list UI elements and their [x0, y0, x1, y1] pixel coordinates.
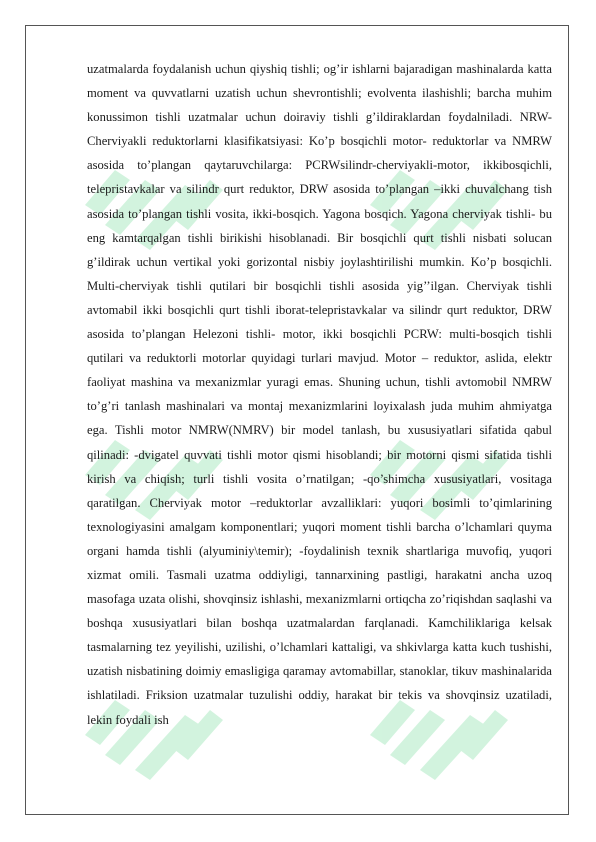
body-paragraph: uzatmalarda foydalanish uchun qiyshiq tishli; og’ir ishlarni bajaradigan mashinalarda katta moment va quvvatlarni uzatish uchun shevrontishli; evolventa ilashishli; barcha muhim konussimon tishli uzatmalar uchun doiraviy tishli g’ildiraklardan foydalniladi. NRW-Cherviyakli reduktorlarni klasifikatsiyasi: Ko’p bosqichli motor- reduktorlar va NMRW asosida to’plangan qaytaruvchilarga: PCRWsilindr-cherviyakli-motor, ikkibosqichli, telepristavkalar va silindr qurt reduktor, DRW asosida to’plangan –ikki chuvalchang tish asosida to’plangan tishli vosita, ikki-bosqich. Yagona bosqich. Yagona cherviyak tishli- bu eng kamtarqalgan tishli birikishi hisoblanadi. Bir bosqichli qurt tishli nisbati solucan g’ildirak uchun vertikal yoki gorizontal nisbiy joylashtirilishi mumkin. Ko’p bosqichli. Multi-cherviyak tishli qutilari bir bosqichli tishli asosida yig’’ilgan. Cherviyak tishli avtomabil ikki bosqichli qurt tishli iborat-telepristavkalar va silindr qurt reduktor, DRW asosida to’plangan Helezoni tishli- motor, ikki bosqichli PCRW: multi-bosqich tishli qutilari va reduktorli motorlar quyidagi turlari mavjud. Motor – reduktor, aslida, elektr faoliyat mashina va mexanizmlar yuragi emas. Shuning uchun, tishli avtomobil NMRW to’g’ri tanlash mashinalari va montaj mexanizmlarini loyixalash juda muhim ahmiyatga ega. Tishli motor NMRW(NMRV) bir model tanlash, bu xususiyatlari sifatida qabul qilinadi: -dvigatel quvvati tishli motor qismi hisoblandi; bir motorni qismi sifatida tishli kirish va chiqish; turli tishli vosita o’rnatilgan; -qo’shimcha xususiyatlari, vositaga qaratilgan. Cherviyak motor –reduktorlar avzalliklari: yuqori bosimli to’qimlarining texnologiyasini amalgam komponentlari; yuqori moment tishli barcha o’lchamlari quyma organi hamda tishli (alyuminiy\temir); -foydalinish texnik shartlariga muvofiq, yuqori xizmat omili. Tasmali uzatma oddiyligi, tannarxining pastligi, harakatni ancha uzoq masofaga uzata olishi, shovqinsiz ishlashi, mexanizmlarni ortiqcha zo’riqishdan saqlashi va boshqa xususiyatlari bilan boshqa uzatmalardan farqlanadi. Kamchiliklariga kelsak tasmalarning tez yeyilishi, uzilishi, o’lchamlari kattaligi, va shkivlarga katta kuch tushishi, uzatish nisbatining doimiy emasligiga qaramay avtomabillar, stanoklar, tikuv mashinalarida ishlatiladi. Friksion uzatmalar tuzulishi oddiy, harakat bir tekis va shovqinsiz uzatiladi, lekin foydali ish [87, 62, 552, 727]
